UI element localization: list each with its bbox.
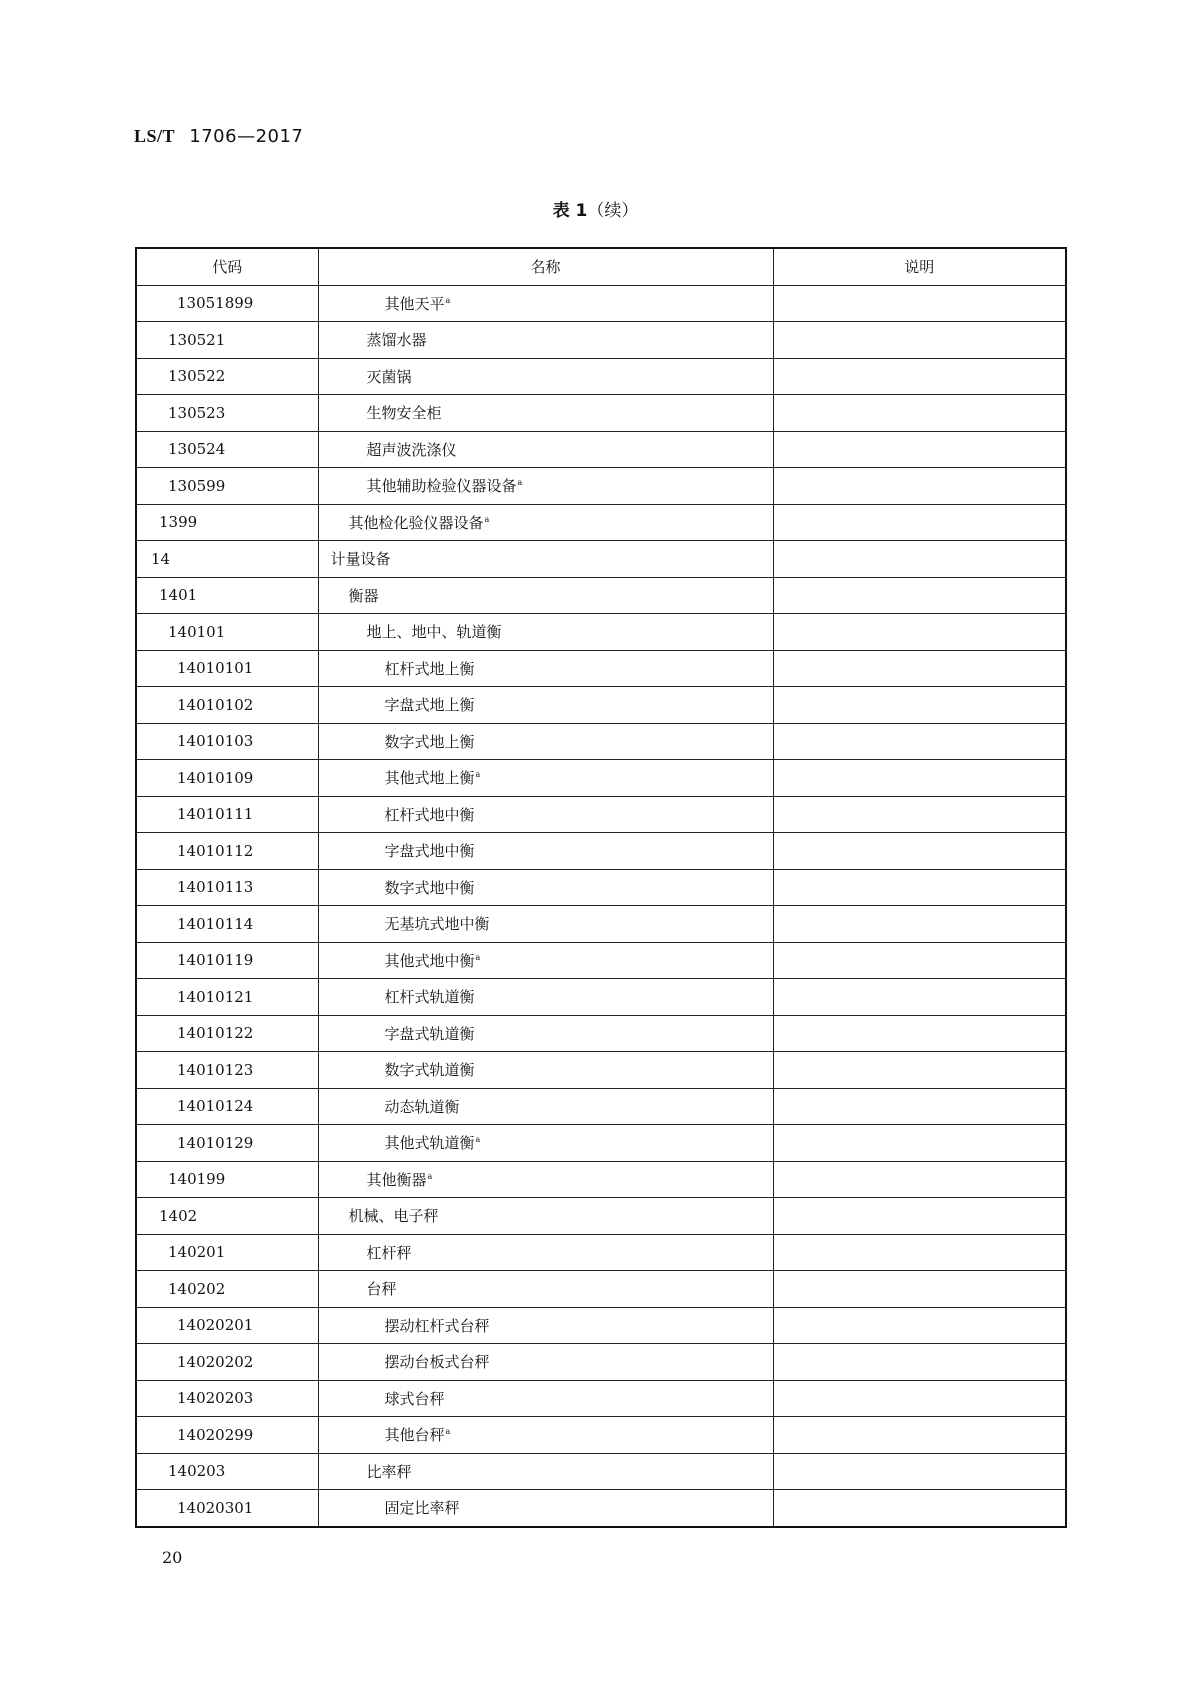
row-name: 其他台秤 [384, 1426, 445, 1445]
row-note [773, 431, 1066, 468]
table-row [136, 1380, 1066, 1417]
row-name: 超声波洗涤仪 [366, 440, 457, 459]
row-name-cell [318, 468, 773, 505]
row-name: 固定比率秤 [384, 1499, 460, 1518]
row-note [773, 723, 1066, 760]
row-code: 140203 [136, 1453, 318, 1490]
row-note [773, 833, 1066, 870]
row-name: 杠杆式地上衡 [384, 659, 475, 678]
table-row [136, 468, 1066, 505]
row-name: 蒸馏水器 [366, 331, 427, 350]
row-name-cell [318, 1380, 773, 1417]
table-row [136, 1271, 1066, 1308]
row-code: 14010113 [136, 869, 318, 906]
row-code: 14010121 [136, 979, 318, 1016]
row-note [773, 869, 1066, 906]
row-code: 130522 [136, 358, 318, 395]
table-row [136, 614, 1066, 651]
page-number: 20 [162, 1548, 183, 1567]
row-code: 14 [136, 541, 318, 578]
row-name-cell [318, 431, 773, 468]
table-row [136, 1088, 1066, 1125]
row-code: 13051899 [136, 285, 318, 322]
table-row [136, 687, 1066, 724]
row-name: 生物安全柜 [366, 404, 442, 423]
row-name-cell [318, 1234, 773, 1271]
row-note [773, 541, 1066, 578]
row-name: 其他辅助检验仪器设备 [366, 477, 517, 496]
row-name-cell [318, 942, 773, 979]
row-note [773, 395, 1066, 432]
row-name: 衡器 [348, 586, 379, 605]
row-name-cell [318, 687, 773, 724]
row-name: 其他式地中衡 [384, 951, 475, 970]
row-name-cell [318, 1052, 773, 1089]
table-row [136, 322, 1066, 359]
row-code: 14020301 [136, 1490, 318, 1527]
row-code: 140101 [136, 614, 318, 651]
table-caption [0, 196, 1191, 221]
row-name-cell [318, 796, 773, 833]
table-row [136, 723, 1066, 760]
row-name-cell [318, 395, 773, 432]
row-code: 130523 [136, 395, 318, 432]
row-name-cell [318, 723, 773, 760]
row-code: 130599 [136, 468, 318, 505]
row-name-cell [318, 833, 773, 870]
row-name-cell [318, 358, 773, 395]
table-header-row [136, 248, 1066, 285]
row-note [773, 1052, 1066, 1089]
row-name: 其他式轨道衡 [384, 1134, 475, 1153]
table-row [136, 1490, 1066, 1527]
row-note [773, 1380, 1066, 1417]
row-name: 数字式轨道衡 [384, 1061, 475, 1080]
standard-number: 1706—2017 [189, 126, 304, 147]
row-name-cell [318, 979, 773, 1016]
table-row [136, 979, 1066, 1016]
row-name: 机械、电子秤 [348, 1207, 439, 1226]
row-code: 130521 [136, 322, 318, 359]
table-row [136, 1453, 1066, 1490]
row-note [773, 1161, 1066, 1198]
row-note [773, 1271, 1066, 1308]
row-code: 1399 [136, 504, 318, 541]
row-name-cell [318, 614, 773, 651]
row-name-cell [318, 1271, 773, 1308]
table-row [136, 504, 1066, 541]
row-note [773, 577, 1066, 614]
row-note [773, 285, 1066, 322]
row-code: 14010101 [136, 650, 318, 687]
row-note [773, 322, 1066, 359]
row-name: 其他检化验仪器设备 [348, 513, 484, 532]
footnote-marker: a [475, 952, 481, 962]
row-name: 计量设备 [330, 550, 391, 569]
row-code: 14010103 [136, 723, 318, 760]
table-row [136, 760, 1066, 797]
row-name-cell [318, 869, 773, 906]
table-row [136, 285, 1066, 322]
row-name-cell [318, 1198, 773, 1235]
column-header-code: 代码 [136, 248, 318, 285]
table-row [136, 942, 1066, 979]
table-row [136, 906, 1066, 943]
table-row [136, 577, 1066, 614]
row-code: 1401 [136, 577, 318, 614]
row-code: 130524 [136, 431, 318, 468]
row-note [773, 1417, 1066, 1454]
row-name: 动态轨道衡 [384, 1097, 460, 1116]
row-name: 字盘式轨道衡 [384, 1024, 475, 1043]
row-note [773, 1234, 1066, 1271]
row-name: 摆动杠杆式台秤 [384, 1316, 490, 1335]
row-code: 14020299 [136, 1417, 318, 1454]
row-name: 摆动台板式台秤 [384, 1353, 490, 1372]
standard-header [134, 126, 303, 147]
row-note [773, 358, 1066, 395]
table-caption-suffix: （续） [587, 201, 639, 221]
row-note [773, 1453, 1066, 1490]
table-row [136, 431, 1066, 468]
row-name: 无基坑式地中衡 [384, 915, 490, 934]
row-note [773, 1344, 1066, 1381]
row-code: 14010122 [136, 1015, 318, 1052]
row-name: 其他天平 [384, 294, 445, 313]
row-code: 14010109 [136, 760, 318, 797]
row-note [773, 1490, 1066, 1527]
row-name-cell [318, 1344, 773, 1381]
row-code: 14020203 [136, 1380, 318, 1417]
row-note [773, 942, 1066, 979]
row-code: 140202 [136, 1271, 318, 1308]
row-name-cell [318, 577, 773, 614]
row-name-cell [318, 1307, 773, 1344]
row-name: 杠杆式地中衡 [384, 805, 475, 824]
row-name: 杠杆式轨道衡 [384, 988, 475, 1007]
table-row [136, 541, 1066, 578]
row-code: 14010114 [136, 906, 318, 943]
row-note [773, 1307, 1066, 1344]
row-name-cell [318, 1161, 773, 1198]
table-row [136, 1234, 1066, 1271]
row-name-cell [318, 1088, 773, 1125]
row-code: 14020202 [136, 1344, 318, 1381]
row-name-cell [318, 285, 773, 322]
row-note [773, 1088, 1066, 1125]
footnote-marker: a [445, 295, 451, 305]
table-row [136, 833, 1066, 870]
row-name-cell [318, 1490, 773, 1527]
row-name-cell [318, 1015, 773, 1052]
row-note [773, 614, 1066, 651]
table-row [136, 1015, 1066, 1052]
footnote-marker: a [517, 478, 523, 488]
row-code: 14010102 [136, 687, 318, 724]
row-name: 字盘式地中衡 [384, 842, 475, 861]
column-header-note: 说明 [773, 248, 1066, 285]
row-code: 140199 [136, 1161, 318, 1198]
row-code: 14010112 [136, 833, 318, 870]
row-note [773, 650, 1066, 687]
standard-code: LS/T [134, 126, 176, 146]
row-name-cell [318, 760, 773, 797]
row-note [773, 760, 1066, 797]
table-row [136, 1125, 1066, 1162]
row-name-cell [318, 322, 773, 359]
row-code: 14010123 [136, 1052, 318, 1089]
row-name-cell [318, 1417, 773, 1454]
row-note [773, 1125, 1066, 1162]
row-name-cell [318, 650, 773, 687]
row-code: 14020201 [136, 1307, 318, 1344]
row-name: 其他衡器 [366, 1170, 427, 1189]
row-note [773, 1015, 1066, 1052]
row-name-cell [318, 504, 773, 541]
table-row [136, 1417, 1066, 1454]
row-name: 其他式地上衡 [384, 769, 475, 788]
footnote-marker: a [475, 1135, 481, 1145]
row-name: 台秤 [366, 1280, 397, 1299]
row-code: 14010119 [136, 942, 318, 979]
equipment-code-table [135, 247, 1067, 1528]
row-name: 杠杆秤 [366, 1243, 412, 1262]
row-name: 球式台秤 [384, 1389, 445, 1408]
row-note [773, 468, 1066, 505]
table-row [136, 1344, 1066, 1381]
table-caption-label: 表 1 [552, 201, 588, 221]
row-name: 地上、地中、轨道衡 [366, 623, 502, 642]
row-name: 数字式地上衡 [384, 732, 475, 751]
row-note [773, 906, 1066, 943]
row-name: 字盘式地上衡 [384, 696, 475, 715]
row-note [773, 1198, 1066, 1235]
column-header-name: 名称 [318, 248, 773, 285]
row-name: 比率秤 [366, 1462, 412, 1481]
row-note [773, 979, 1066, 1016]
table-row [136, 1052, 1066, 1089]
table-row [136, 395, 1066, 432]
table-row [136, 1161, 1066, 1198]
footnote-marker: a [445, 1427, 451, 1437]
table-row [136, 650, 1066, 687]
row-name: 数字式地中衡 [384, 878, 475, 897]
table-row [136, 1198, 1066, 1235]
row-name-cell [318, 541, 773, 578]
table-row [136, 869, 1066, 906]
row-name-cell [318, 906, 773, 943]
footnote-marker: a [427, 1171, 433, 1181]
row-note [773, 504, 1066, 541]
row-code: 1402 [136, 1198, 318, 1235]
table-body [136, 285, 1066, 1527]
footnote-marker: a [484, 514, 490, 524]
row-name-cell [318, 1453, 773, 1490]
row-name-cell [318, 1125, 773, 1162]
row-name: 灭菌锅 [366, 367, 412, 386]
row-note [773, 687, 1066, 724]
row-code: 14010124 [136, 1088, 318, 1125]
row-note [773, 796, 1066, 833]
table-row [136, 358, 1066, 395]
row-code: 14010129 [136, 1125, 318, 1162]
footnote-marker: a [475, 770, 481, 780]
table-row [136, 796, 1066, 833]
row-code: 14010111 [136, 796, 318, 833]
table-row [136, 1307, 1066, 1344]
row-code: 140201 [136, 1234, 318, 1271]
